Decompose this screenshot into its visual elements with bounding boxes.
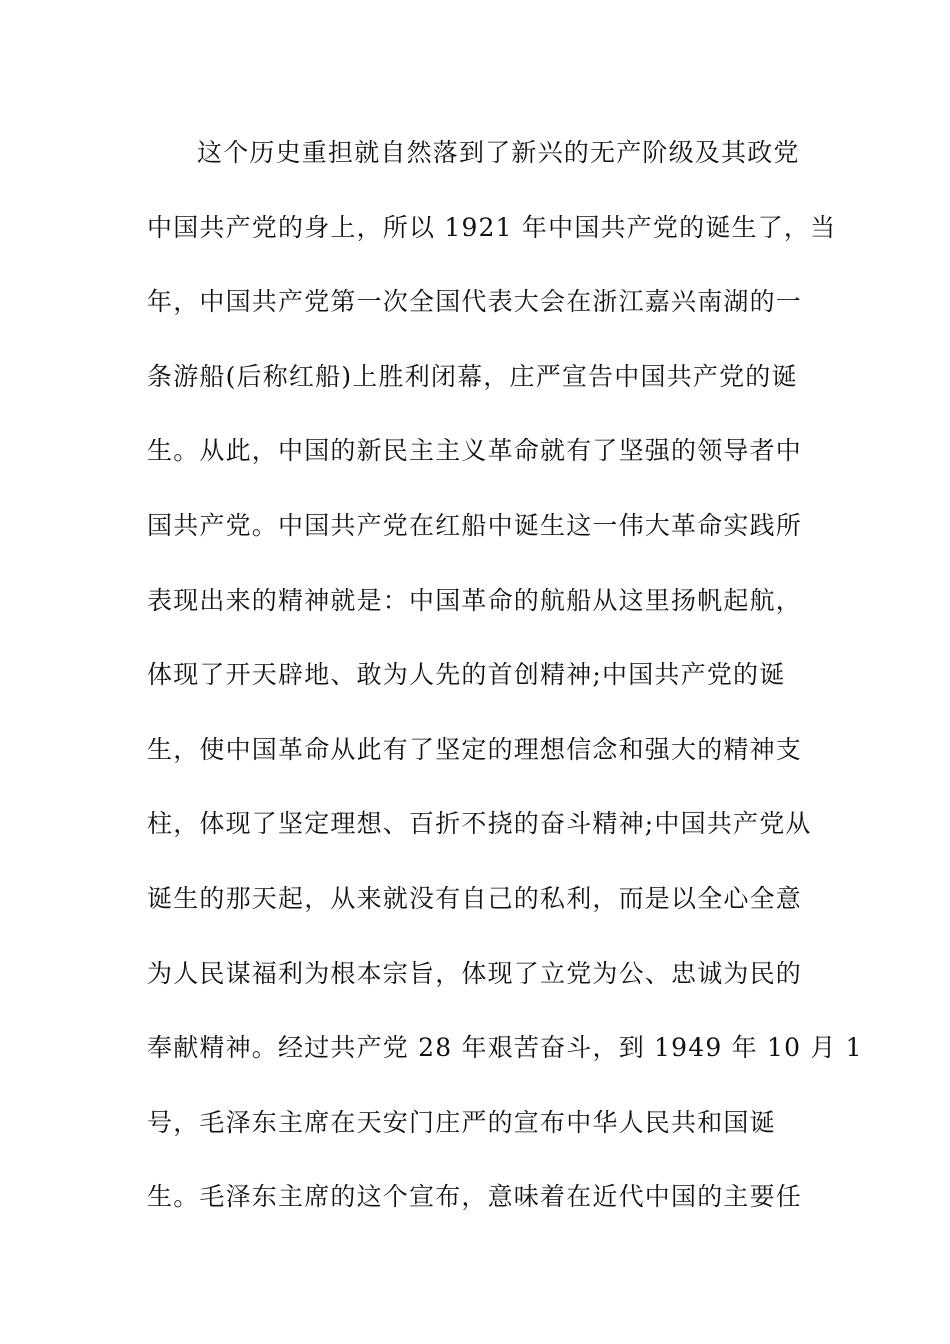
text-line: 这个历史重担就自然落到了新兴的无产阶级及其政党 bbox=[197, 138, 800, 167]
text-line: 条游船(后称红船)上胜利闭幕，庄严宣告中国共产党的诞 bbox=[147, 361, 798, 391]
text-line: 表现出来的精神就是：中国革命的航船从这里扬帆起航， bbox=[147, 585, 803, 615]
text-line: 奉献精神。经过共产党 28 年艰苦奋斗，到 1949 年 10 月 1 bbox=[147, 1033, 863, 1063]
text-line: 体现了开天辟地、敢为人先的首创精神;中国共产党的诞 bbox=[147, 660, 786, 690]
text-line: 为人民谋福利为根本宗旨，体现了立党为公、忠诚为民的 bbox=[147, 958, 803, 988]
text-line: 生。从此，中国的新民主主义革命就有了坚强的领导者中 bbox=[147, 436, 803, 466]
text-line: 号，毛泽东主席在天安门庄严的宣布中华人民共和国诞 bbox=[147, 1107, 776, 1137]
text-line: 诞生的那天起，从来就没有自己的私利，而是以全心全意 bbox=[147, 883, 803, 913]
body-paragraph bbox=[147, 130, 863, 1249]
text-line: 年，中国共产党第一次全国代表大会在浙江嘉兴南湖的一 bbox=[147, 287, 803, 317]
text-line: 生，使中国革命从此有了坚定的理想信念和强大的精神支 bbox=[147, 734, 803, 764]
text-line: 国共产党。中国共产党在红船中诞生这一伟大革命实践所 bbox=[147, 510, 803, 540]
text-line: 生。毛泽东主席的这个宣布，意味着在近代中国的主要任 bbox=[147, 1182, 803, 1212]
text-line: 中国共产党的身上，所以 1921 年中国共产党的诞生了，当 bbox=[147, 212, 837, 242]
text-line: 柱，体现了坚定理想、百折不挠的奋斗精神;中国共产党从 bbox=[147, 809, 812, 839]
